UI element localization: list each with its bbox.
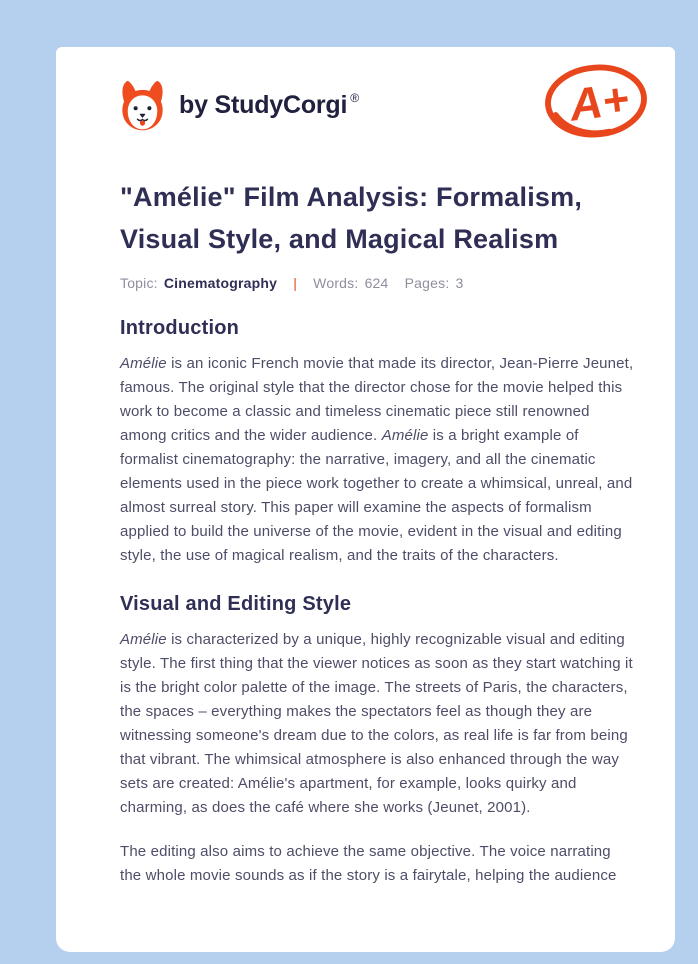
essay-section xyxy=(120,316,634,568)
essay-section xyxy=(120,592,633,888)
essay-body xyxy=(56,316,675,888)
a-plus-badge-icon xyxy=(543,61,649,141)
registered-trademark-icon: ® xyxy=(350,90,359,105)
pages-label: Pages: xyxy=(404,275,450,291)
meta-row xyxy=(120,274,611,292)
studycorgi-logo[interactable] xyxy=(115,78,359,133)
essay-title: "Amélie" Film Analysis: Formalism, Visual Style, and Magical Realism xyxy=(120,182,583,254)
paragraph: The editing also aims to achieve the same objective. The voice narrating the whole movie sounds as if the story is a fairytale, helping the audience xyxy=(120,843,617,884)
section-heading: Visual and Editing Style xyxy=(120,593,352,615)
paragraph: Amélie is characterized by a unique, highly recognizable visual and editing style. The first thing that the viewer notices as soon as they start watching it is the bright color palette of the image. The streets of Paris, the characters, the spaces – everything makes the spectators feel as though they are witnessing someone's dream due to the colors, as real life is far from being that vibrant. The whimsical atmosphere is also enhanced through the way sets are created: Amélie's apartment, for example, looks quirky and charming, as does the café where she works (Jeunet, 2001). xyxy=(120,631,633,816)
section-heading: Introduction xyxy=(120,317,240,339)
topic-label: Topic: xyxy=(120,275,158,291)
corgi-icon xyxy=(115,78,170,133)
meta-separator: | xyxy=(293,275,298,291)
header xyxy=(56,47,675,142)
brand-label: by StudyCorgi ® xyxy=(179,90,359,119)
grade-badge-text: A+ xyxy=(566,72,632,131)
topic-link[interactable]: Cinematography xyxy=(163,275,278,291)
pages-value: 3 xyxy=(455,275,464,291)
words-label: Words: xyxy=(313,275,359,291)
essay-card xyxy=(56,47,675,952)
paragraph: Amélie is an iconic French movie that made its director, Jean-Pierre Jeunet, famous. The original style that the director chose for the movie helped this work to become a classic and timeless cinematic piece still renowned among critics and the wider audience. Amélie is a bright example of formalist cinematography: the narrative, imagery, and all the cinematic elements used in the piece work together to create a whimsical, unreal, and almost surreal story. This paper will examine the aspects of formalism applied to build the universe of the movie, evident in the visual and editing style, the use of magical realism, and the traits of the characters. xyxy=(120,355,634,564)
words-value: 624 xyxy=(364,275,389,291)
